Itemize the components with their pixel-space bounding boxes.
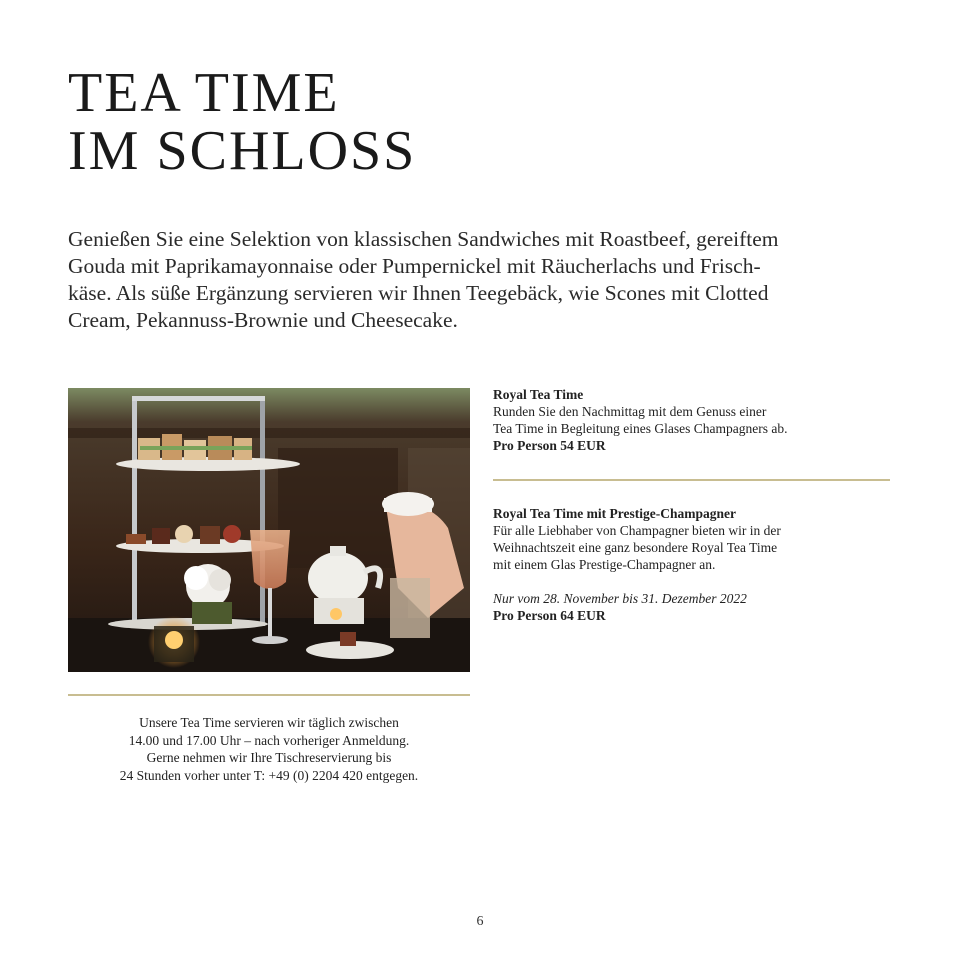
tea-time-photo-illustration	[68, 388, 470, 672]
offer-price: Pro Person 54 EUR	[493, 438, 606, 453]
hours-line: Gerne nehmen wir Ihre Tischreservierung bis	[146, 750, 392, 765]
intro-line: Genießen Sie eine Selektion von klassischen Sandwiches mit Roastbeef, gereiftem	[68, 227, 779, 251]
offer-description-line: Tea Time in Begleitung eines Glases Champagners ab.	[493, 421, 788, 436]
offer-description-line: mit einem Glas Prestige-Champagner an.	[493, 557, 716, 572]
offer-price: Pro Person 64 EUR	[493, 608, 606, 623]
tea-time-photo	[68, 388, 470, 672]
offer-description-line: Weihnachtszeit eine ganz besondere Royal Tea Time	[493, 540, 778, 555]
offer-name: Royal Tea Time	[493, 387, 584, 402]
opening-hours-info	[68, 714, 470, 784]
page-number: 6	[476, 914, 484, 929]
divider-line	[68, 694, 470, 696]
hours-line: Unsere Tea Time servieren wir täglich zwischen	[139, 715, 399, 730]
page-title-line-2: IM SCHLOSS	[68, 120, 417, 182]
page-title-line-1: TEA TIME	[68, 62, 340, 124]
intro-line: käse. Als süße Ergänzung servieren wir Ihnen Teegebäck, wie Scones mit Clotted	[68, 281, 769, 305]
offer-date-note: Nur vom 28. November bis 31. Dezember 2022	[493, 591, 747, 606]
offer-description-line: Für alle Liebhaber von Champagner bieten wir in der	[493, 523, 781, 538]
hours-line: 24 Stunden vorher unter T: +49 (0) 2204 420 entgegen.	[119, 767, 419, 783]
offer-royal-tea-time-prestige	[493, 505, 893, 624]
offer-name: Royal Tea Time mit Prestige-Champagner	[493, 506, 736, 521]
hours-line: 14.00 und 17.00 Uhr – nach vorheriger Anmeldung.	[128, 732, 410, 748]
page-title	[68, 64, 416, 180]
offer-description-line: Runden Sie den Nachmittag mit dem Genuss einer	[493, 404, 767, 419]
intro-line: Gouda mit Paprikamayonnaise oder Pumpernickel mit Räucherlachs und Frisch-	[68, 254, 761, 278]
intro-paragraph	[68, 226, 898, 334]
intro-line: Cream, Pekannuss-Brownie und Cheesecake.	[68, 308, 458, 332]
divider-line	[493, 479, 890, 481]
offer-royal-tea-time	[493, 386, 893, 454]
